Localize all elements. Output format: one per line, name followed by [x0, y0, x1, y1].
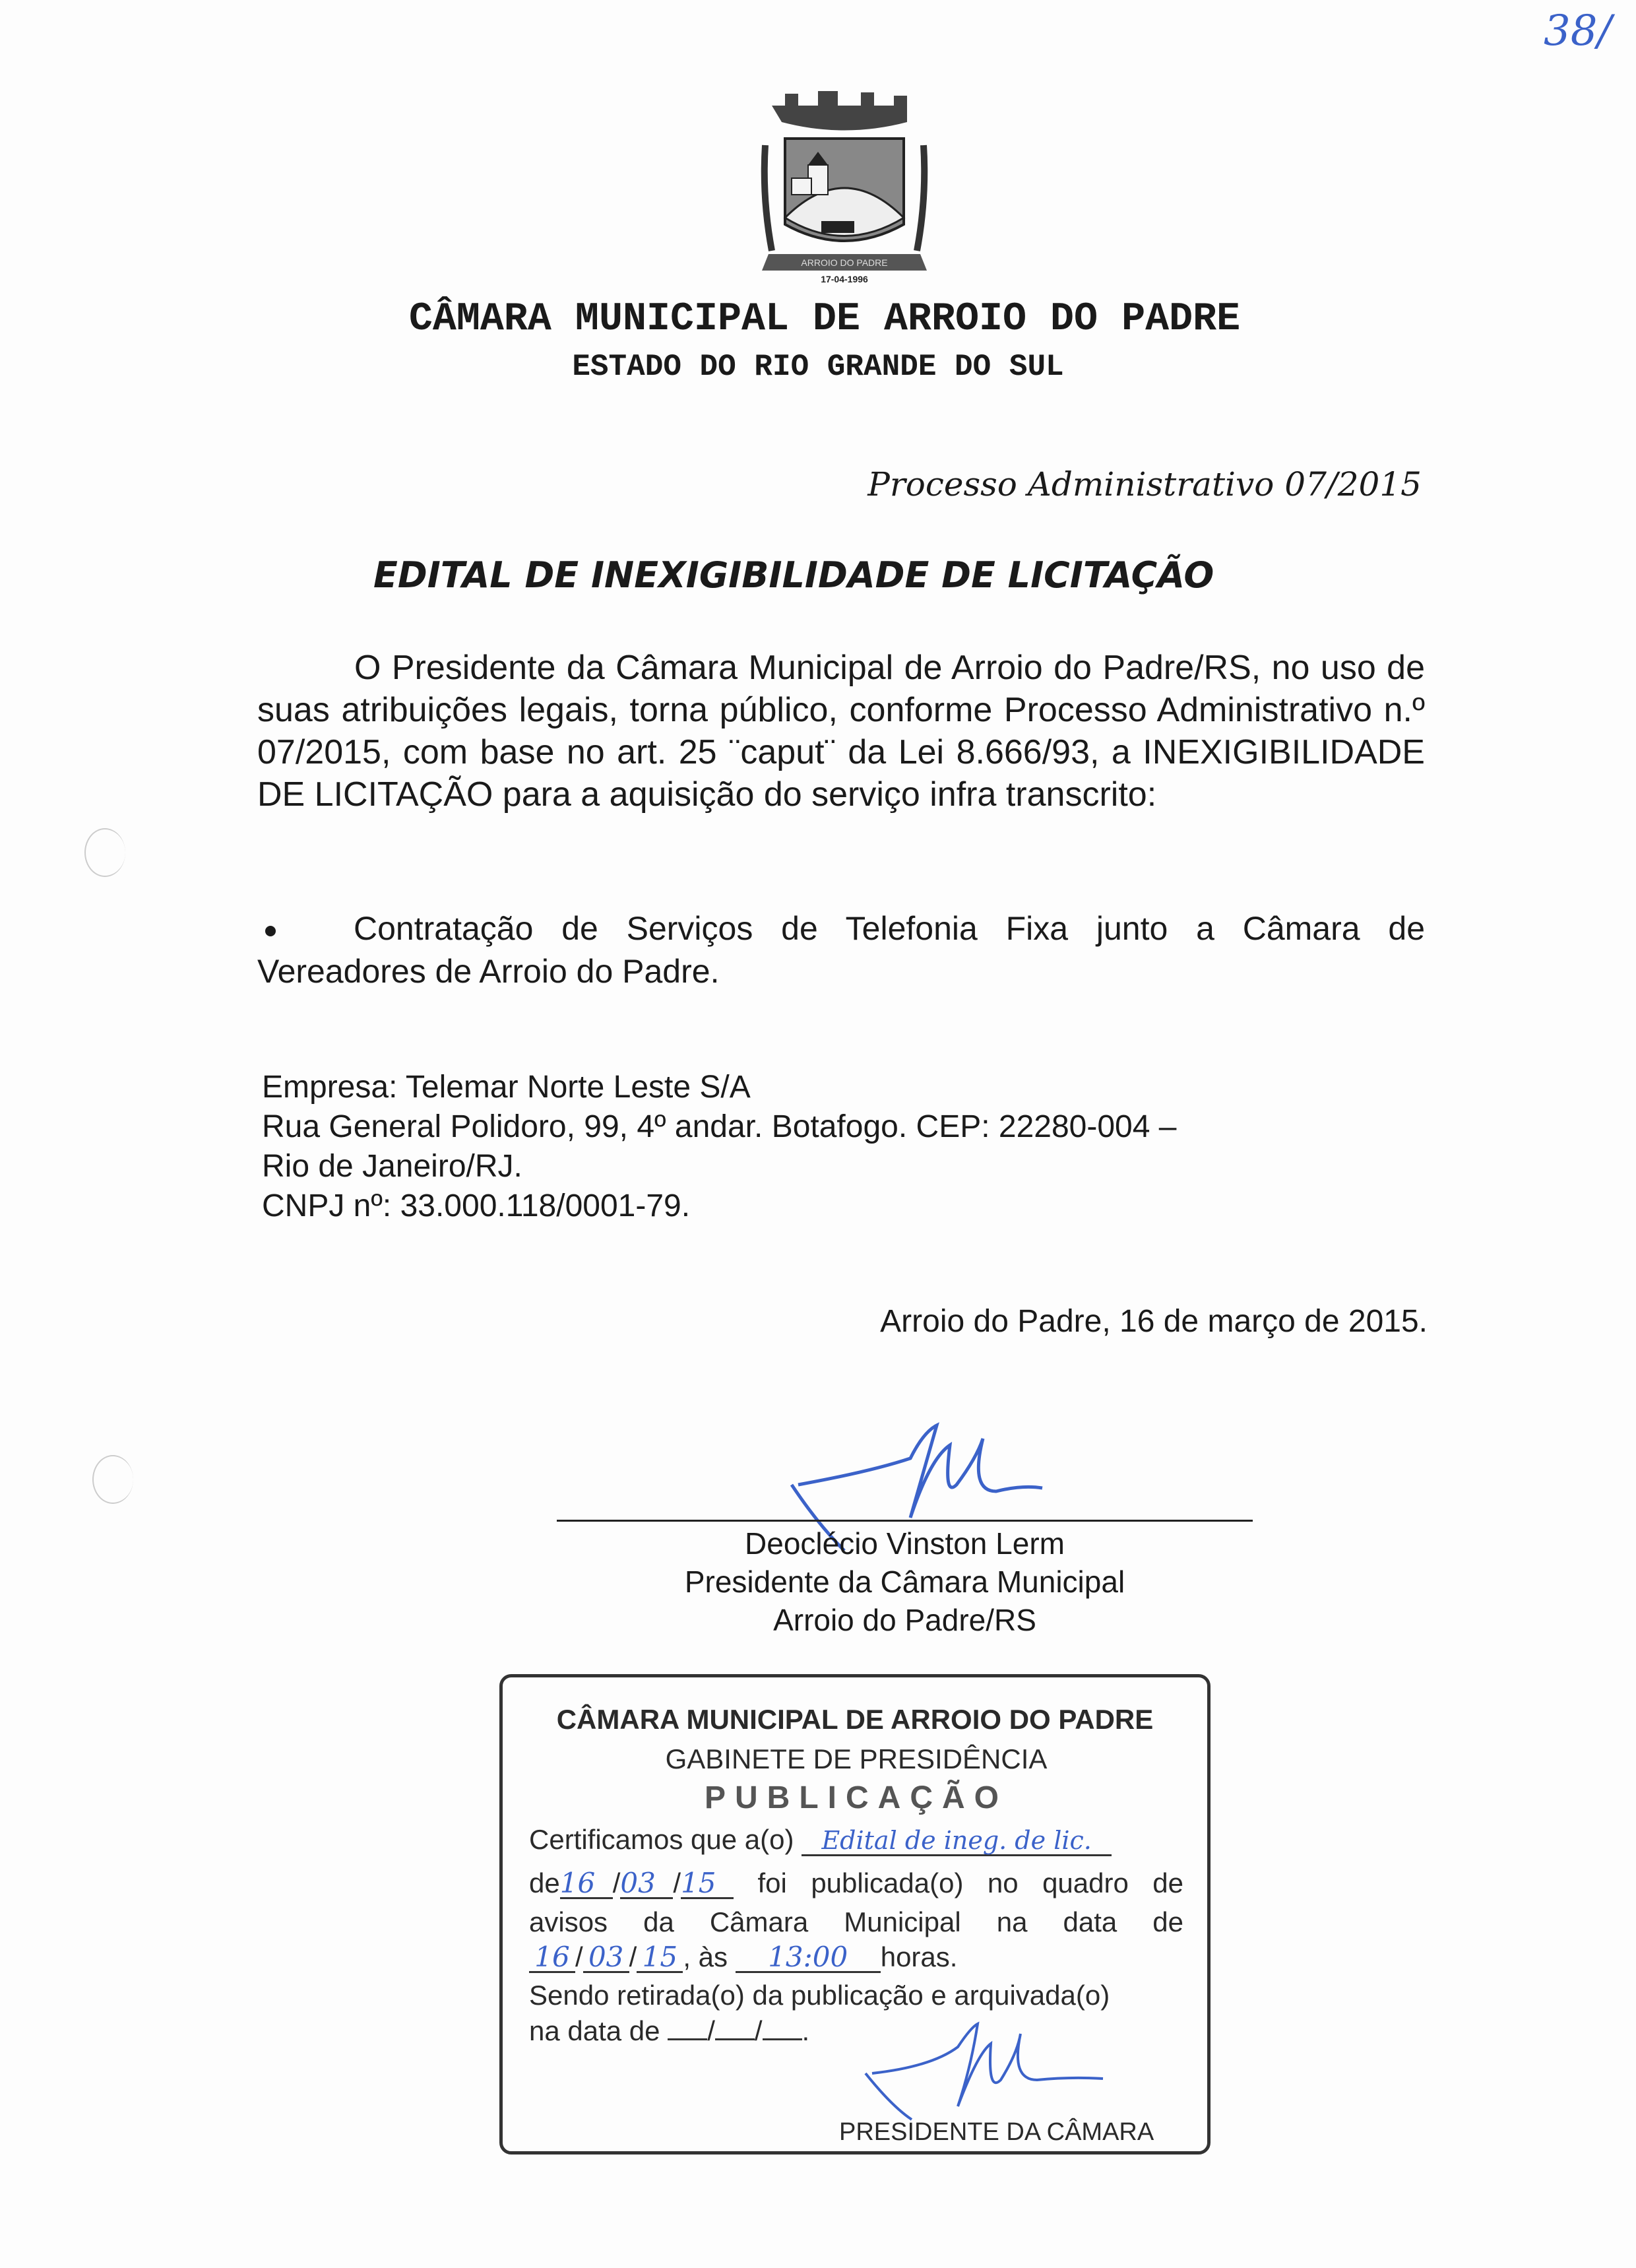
- process-reference: Processo Administrativo 07/2015: [867, 465, 1422, 503]
- crest-ribbon-text: ARROIO DO PADRE: [801, 257, 888, 268]
- blank-month: [715, 2016, 755, 2040]
- stamp-text: .: [802, 2015, 810, 2046]
- stamp-line-1: [529, 1824, 1183, 1856]
- crest-date: 17-04-1996: [821, 274, 868, 284]
- stamp-line-2: [529, 1867, 1183, 1899]
- blank-day: [668, 2016, 707, 2040]
- signatory-name: Deoclécio Vinston Lerm: [745, 1526, 1065, 1561]
- signature-line: [557, 1520, 1253, 1522]
- stamp-line-5: Sendo retirada(o) da publicação e arquivada(o): [529, 1980, 1110, 2011]
- stamp-line-3: avisos da Câmara Municipal na data de: [529, 1906, 1183, 1937]
- bullet-text: Contratação de Serviços de Telefonia Fixa junto a Câmara de Vereadores de Arroio do Padre.: [257, 910, 1425, 990]
- service-bullet: [257, 907, 1425, 993]
- signatory-role: Presidente da Câmara Municipal: [684, 1565, 1125, 1599]
- company-cnpj: CNPJ nº: 33.000.118/0001-79.: [262, 1188, 691, 1223]
- company-name: Empresa: Telemar Norte Leste S/A: [262, 1070, 751, 1105]
- place-date: Arroio do Padre, 16 de março de 2015.: [880, 1304, 1428, 1339]
- stamp-text: horas.: [880, 1941, 958, 1972]
- date2-day-fill: 16: [529, 1943, 575, 1973]
- stamp-footer: PRESIDENTE DA CÂMARA: [839, 2118, 1154, 2146]
- stamp-line-4: [529, 1941, 1183, 1973]
- stamp-text: /: [754, 2015, 763, 2046]
- stamp-title: CÂMARA MUNICIPAL DE ARROIO DO PADRE: [556, 1704, 1154, 1735]
- stamp-text: /: [629, 1941, 637, 1972]
- body-paragraph: O Presidente da Câmara Municipal de Arroio do Padre/RS, no uso de suas atribuições legais, torna público, conforme Processo Administrativo n.º 07/2015, com base no art. 25 ¨caput¨ da Lei 8.666/93, a INEXIGIBILIDADE DE LICITAÇÃO para a aquisição do serviço infra transcrito:: [257, 649, 1425, 814]
- blank-year: [763, 2016, 802, 2040]
- stamp-heading: PUBLICAÇÃO: [705, 1780, 1008, 1815]
- stamp-text: na data de: [529, 2015, 660, 2046]
- stamp-text: /: [707, 2015, 715, 2046]
- municipal-crest-logo: [745, 86, 943, 284]
- signatory-location: Arroio do Padre/RS: [773, 1603, 1036, 1637]
- date2-year-fill: 15: [637, 1943, 683, 1973]
- date2-month-fill: 03: [583, 1943, 629, 1973]
- stamp-text: /: [673, 1867, 681, 1898]
- bullet-icon: [265, 926, 276, 936]
- stamp-text: de: [529, 1867, 560, 1898]
- stamp-text: Certificamos que a(o): [529, 1824, 794, 1855]
- company-address: Rua General Polidoro, 99, 4º andar. Botafogo. CEP: 22280-004 –: [262, 1109, 1177, 1144]
- stamp-text: , às: [683, 1941, 728, 1972]
- page-number: 38/: [1544, 7, 1612, 55]
- punch-hole: [84, 828, 125, 877]
- date1-year-fill: 15: [681, 1869, 734, 1899]
- stamp-text: foi publicada(o) no quadro de: [757, 1867, 1184, 1898]
- stamp-signature-handwritten: [859, 2021, 1110, 2126]
- document-title: EDITAL DE INEXIGIBILIDADE DE LICITAÇÃO: [373, 554, 1214, 596]
- date1-month-fill: 03: [620, 1869, 673, 1899]
- time-fill: 13:00: [736, 1943, 881, 1973]
- company-city: Rio de Janeiro/RJ.: [262, 1149, 522, 1184]
- state-subtitle: ESTADO DO RIO GRANDE DO SUL: [572, 350, 1064, 384]
- institution-title: CÂMARA MUNICIPAL DE ARROIO DO PADRE: [408, 297, 1241, 342]
- stamp-text: /: [612, 1867, 621, 1898]
- date1-day-fill: 16: [560, 1869, 613, 1899]
- punch-hole: [92, 1455, 133, 1504]
- company-block: [262, 1068, 1176, 1226]
- stamp-subtitle: GABINETE DE PRESIDÊNCIA: [665, 1743, 1048, 1774]
- document-name-fill: Edital de ineg. de lic.: [802, 1827, 1112, 1856]
- publication-stamp: [499, 1674, 1211, 2155]
- stamp-text: /: [575, 1941, 583, 1972]
- signatory-block: [557, 1524, 1253, 1639]
